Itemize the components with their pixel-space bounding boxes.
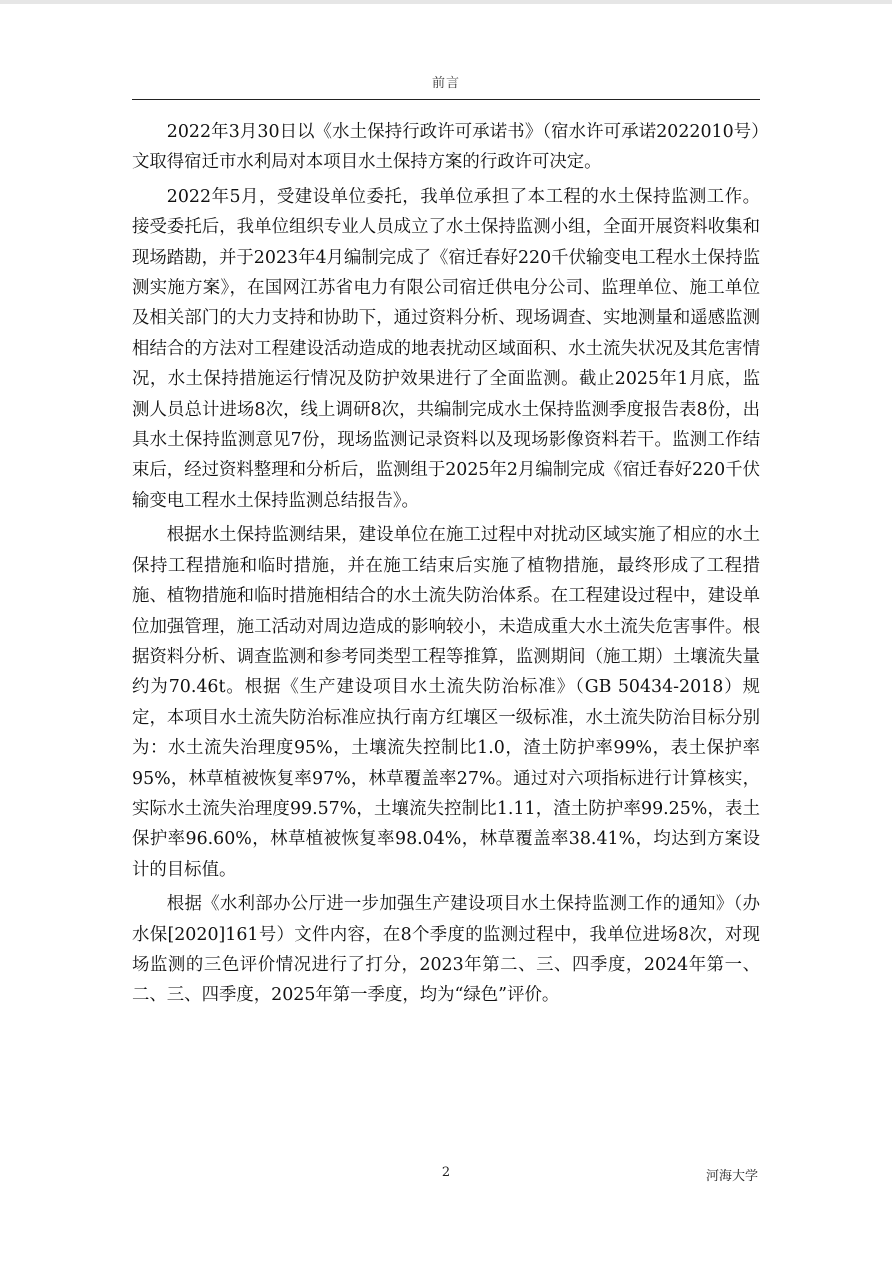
page-number: 2 (441, 1165, 451, 1180)
paragraph-monitoring-work: 2022年5月，受建设单位委托，我单位承担了本工程的水土保持监测工作。接受委托后，我单位组织专业人员成立了水土保持监测小组，全面开展资料收集和现场踏勘，并于2023年4月编制完成了《宿迁春好220千伏输变电工程水土保持监测实施方案》，在国网江苏省电力有限公司宿迁供电分公司、监理单位、施工单位及相关部门的大力支持和协助下，通过资料分析、现场调查、实地测量和遥感监测相结合的方法对工程建设活动造成的地表扰动区域面积、水土流失状况及其危害情况，水土保持措施运行情况及防护效果进行了全面监测。截止2025年1月底，监测人员总计进场8次，线上调研8次，共编制完成水土保持监测季度报告表8份，出具水土保持监测意见7份，现场监测记录资料以及现场影像资料若干。监测工作结束后，经过资料整理和分析后，监测组于2025年2月编制完成《宿迁春好220千伏输变电工程水土保持监测总结报告》。 (132, 186, 760, 511)
paragraph-approval: 2022年3月30日以《水土保持行政许可承诺书》（宿水许可承诺2022010号）文取得宿迁市水利局对本项目水土保持方案的行政许可决定。 (132, 122, 760, 173)
page-top-edge (0, 0, 892, 4)
document-body (132, 117, 760, 1011)
header-divider (132, 99, 760, 100)
footer-organization: 河海大学 (705, 1169, 758, 1184)
paragraph-monitoring-results: 根据水土保持监测结果，建设单位在施工过程中对扰动区域实施了相应的水土保持工程措施和临时措施，并在施工结束后实施了植物措施，最终形成了工程措施、植物措施和临时措施相结合的水土流失防治体系。在工程建设过程中，建设单位加强管理，施工活动对周边造成的影响较小，未造成重大水土流失危害事件。根据资料分析、调查监测和参考同类型工程等推算，监测期间（施工期）土壤流失量约为70.46t。根据《生产建设项目水土流失防治标准》（GB 50434-2018）规定，本项目水土流失防治标准应执行南方红壤区一级标准，水土流失防治目标分别为：水土流失治理度95%，土壤流失控制比1.0，渣土防护率99%，表土保护率95%，林草植被恢复率97%，林草覆盖率27%。通过对六项指标进行计算核实，实际水土流失治理度99.57%，土壤流失控制比1.11，渣土防护率99.25%，表土保护率96.60%，林草植被恢复率98.04%，林草覆盖率38.41%，均达到方案设计的目标值。 (132, 525, 760, 880)
running-header-title: 前言 (431, 76, 460, 91)
paragraph-three-color-evaluation: 根据《水利部办公厅进一步加强生产建设项目水土保持监测工作的通知》（办水保[2020]161号）文件内容，在8个季度的监测过程中，我单位进场8次，对现场监测的三色评价情况进行了打分，2023年第二、三、四季度，2024年第一、二、三、四季度，2025年第一季度，均为“绿色”评价。 (132, 894, 760, 1006)
